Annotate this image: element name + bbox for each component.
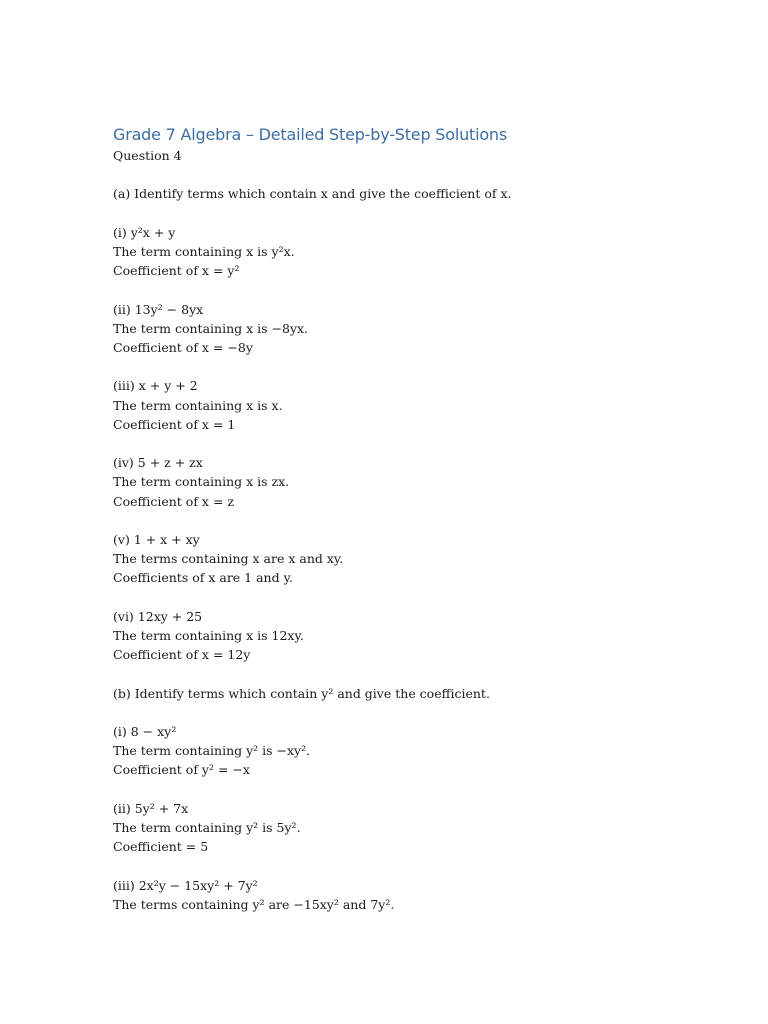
item-term: The term containing x is x.: [113, 397, 283, 413]
item-coefficient: Coefficient of x = y²: [113, 263, 240, 279]
item-expression: (iii) x + y + 2: [113, 378, 198, 394]
document-page: [113, 124, 713, 914]
document-title: Grade 7 Algebra – Detailed Step-by-Step Solutions: [113, 125, 508, 144]
item-term: The term containing x is 12xy.: [113, 627, 304, 643]
item-coefficient: Coefficient = 5: [113, 839, 209, 855]
item-coefficient: Coefficient of x = 12y: [113, 647, 251, 663]
spacer: [113, 204, 713, 223]
item-expression: (ii) 5y² + 7x: [113, 800, 189, 816]
part-a-item: [113, 223, 713, 281]
item-expression: (iv) 5 + z + zx: [113, 455, 203, 471]
part-a-item: [113, 607, 713, 665]
part-b-item: [113, 799, 713, 857]
spacer: [113, 280, 713, 299]
item-expression: (vi) 12xy + 25: [113, 608, 203, 624]
part-b-heading: (b) Identify terms which contain y² and give the coefficient.: [113, 685, 490, 701]
item-coefficient: Coefficient of y² = −x: [113, 762, 250, 778]
spacer: [113, 856, 713, 875]
spacer: [113, 357, 713, 376]
item-expression: (i) y²x + y: [113, 224, 176, 240]
part-a-item: [113, 530, 713, 588]
item-term: The terms containing y² are −15xy² and 7y².: [113, 896, 395, 912]
item-term: The term containing x is −8yx.: [113, 320, 309, 336]
item-term: The term containing y² is 5y².: [113, 819, 301, 835]
question-label: Question 4: [113, 148, 182, 163]
part-a-item: [113, 376, 713, 434]
spacer: [113, 780, 713, 799]
item-coefficient: Coefficient of x = 1: [113, 416, 236, 432]
item-expression: (ii) 13y² − 8yx: [113, 301, 204, 317]
spacer: [113, 511, 713, 530]
spacer: [113, 434, 713, 453]
spacer: [113, 703, 713, 722]
item-coefficient: Coefficients of x are 1 and y.: [113, 570, 293, 586]
spacer: [113, 165, 713, 184]
item-expression: (v) 1 + x + xy: [113, 531, 200, 547]
part-a-item: [113, 453, 713, 511]
item-expression: (i) 8 − xy²: [113, 723, 177, 739]
item-coefficient: Coefficient of x = z: [113, 493, 234, 509]
item-term: The term containing y² is −xy².: [113, 743, 311, 759]
spacer: [113, 588, 713, 607]
spacer: [113, 664, 713, 683]
item-coefficient: Coefficient of x = −8y: [113, 339, 253, 355]
item-term: The term containing x is y²x.: [113, 243, 295, 259]
part-b-item: [113, 876, 713, 914]
item-term: The terms containing x are x and xy.: [113, 551, 344, 567]
part-b-item: [113, 722, 713, 780]
item-term: The term containing x is zx.: [113, 474, 290, 490]
part-a-item: [113, 300, 713, 358]
part-a-heading: (a) Identify terms which contain x and give the coefficient of x.: [113, 186, 512, 202]
item-expression: (iii) 2x²y − 15xy² + 7y²: [113, 877, 258, 893]
